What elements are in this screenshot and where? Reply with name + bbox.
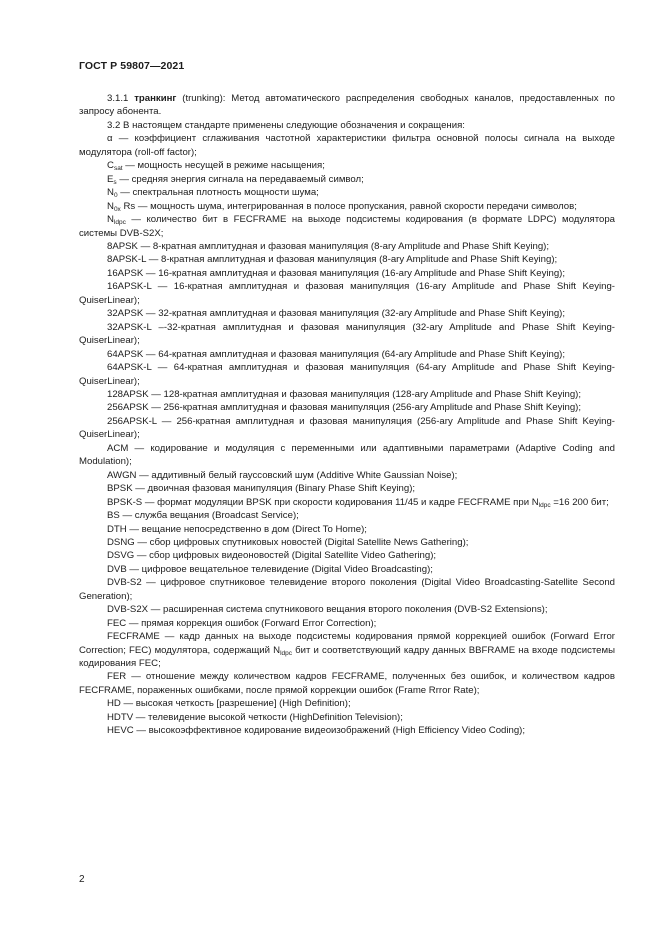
abbrev-item: DVB — цифровое вещательное телевидение (Digital Video Broadcasting);	[107, 563, 433, 575]
abbrev-item: 64APSK — 64-кратная амплитудная и фазовая манипуляция (64-ary Amplitude and Phase Shift Keying);	[107, 348, 566, 360]
abbrev-item: HD — высокая четкость [разрешение] (High Definition);	[107, 698, 351, 710]
document-header: ГОСТ Р 59807—2021	[79, 60, 185, 72]
abbrev-item: DVB-S2 — цифровое спутниковое телевидение второго поколения (Digital Video Broadcasting-Satellite Second Generation);	[79, 577, 615, 602]
abbrev-item: FER — отношение между количеством кадров FECFRAME, полученных без ошибок, и количеством кадров FECFRAME, пораженных ошибками, после прямой коррекции ошибок (Frame Rrror Rate);	[79, 671, 615, 696]
abbrev-item: ACM — кодирование и модуляция с переменными или адаптивными параметрами (Adaptive Coding and Modulation);	[79, 442, 615, 468]
abbrev-item: 256APSK-L — 256-кратная амплитудная и фазовая манипуляция (256-ary Amplitude and Phase Shift Keying-QuiserLinear);	[79, 415, 615, 441]
abbrev-item: FECFRAME — кадр данных на выходе подсистемы кодирования прямой коррекцией ошибок (Forward Error Correction; FEC) модулятора, содержащий $N_{ldpc}$ бит и соответствующий кадру данных BBFRAME на входе подсистемы кодирования FEC;	[79, 631, 615, 670]
abbrev-item: 64APSK-L — 64-кратная амплитудная и фазовая манипуляция (64-ary Amplitude and Phase Shift Keying-QuiserLinear);	[79, 362, 615, 387]
abbrev-item: AWGN — аддитивный белый гауссовский шум (Additive White Gaussian Noise);	[107, 469, 458, 481]
abbrev-item: 8APSK — 8-кратная амплитудная и фазовая манипуляция (8-ary Amplitude and Phase Shift Keying);	[107, 240, 550, 252]
abbrev-item: $C_{sat}$ — мощность несущей в режиме насыщения;	[107, 160, 325, 173]
document-body	[79, 92, 615, 738]
abbrev-item: DSVG — сбор цифровых видеоновостей (Digital Satellite Video Gathering);	[107, 550, 437, 562]
section-heading: 3.2 В настоящем стандарте применены следующие обозначения и сокращения:	[107, 119, 465, 131]
abbrev-item: FEC — прямая коррекция ошибок (Forward Error Correction);	[107, 617, 377, 629]
abbrev-item: α — коэффициент сглаживания частотной характеристики фильтра основной полосы сигнала на выходе модулятора (roll-off factor);	[79, 133, 615, 158]
abbrev-item: BS — служба вещания (Broadcast Service);	[107, 510, 299, 522]
term: транкинг	[134, 93, 177, 104]
abbrev-item: DSNG — сбор цифровых спутниковых новостей (Digital Satellite News Gathering);	[107, 536, 469, 548]
abbrev-item: DVB-S2X — расширенная система спутникового вещания второго поколения (DVB-S2 Extensions);	[107, 604, 548, 616]
abbrev-item: 16APSK — 16-кратная амплитудная и фазовая манипуляция (16-ary Amplitude and Phase Shift Keying);	[107, 267, 566, 279]
abbrev-item: 128APSK — 128-кратная амплитудная и фазовая манипуляция (128-ary Amplitude and Phase Shift Keying);	[107, 388, 582, 400]
abbrev-item: 8APSK-L — 8-кратная амплитудная и фазовая манипуляция (8-ary Amplitude and Phase Shift Keying);	[107, 254, 558, 266]
abbrev-item: $E_s$ — средняя энергия сигнала на передаваемый символ;	[107, 173, 364, 186]
definition-trunking: 3.1.1 транкинг (trunking): Метод автоматического распределения свободных каналов, предоставленных по запросу абонента.	[79, 93, 615, 118]
abbrev-item: 16APSK-L — 16-кратная амплитудная и фазовая манипуляция (16-ary Amplitude and Phase Shift Keying-QuiserLinear);	[79, 281, 615, 306]
abbrev-item: BPSK — двоичная фазовая манипуляция (Binary Phase Shift Keying);	[107, 483, 416, 495]
page-number: 2	[79, 874, 85, 885]
abbrev-item: 32APSK-L –-32-кратная амплитудная и фазовая манипуляция (32-ary Amplitude and Phase Shift Keying-QuiserLinear);	[79, 321, 615, 347]
abbrev-item: $N_0$ — спектральная плотность мощности шума;	[107, 187, 319, 200]
abbrev-item: HEVC — высокоэффективное кодирование видеоизображений (High Efficiency Video Coding);	[107, 725, 526, 737]
abbrev-item: $N_{0x}$ Rs — мощность шума, интегрированная в полосе пропускания, равной скорости передачи символов;	[107, 200, 577, 213]
abbrev-item: 256APSK — 256-кратная амплитудная и фазовая манипуляция (256-ary Amplitude and Phase Shift Keying);	[107, 402, 582, 414]
abbrev-item: HDTV — телевидение высокой четкости (HighDefinition Television);	[107, 711, 403, 723]
abbrev-item: BPSK-S — формат модуляции BPSK при скорости кодирования 11/45 и кадре FECFRAME при $N_{ldpc} =16$ 200 бит;	[107, 496, 609, 509]
abbrev-item: 32APSK — 32-кратная амплитудная и фазовая манипуляция (32-ary Amplitude and Phase Shift Keying);	[107, 308, 566, 320]
abbrev-item: $N_{ldpc}$ — количество бит в FECFRAME на выходе подсистемы кодирования (в формате LDPC) модулятора системы DVB-S2X;	[79, 214, 615, 239]
abbrev-item: DTH — вещание непосредственно в дом (Direct To Home);	[107, 523, 367, 535]
